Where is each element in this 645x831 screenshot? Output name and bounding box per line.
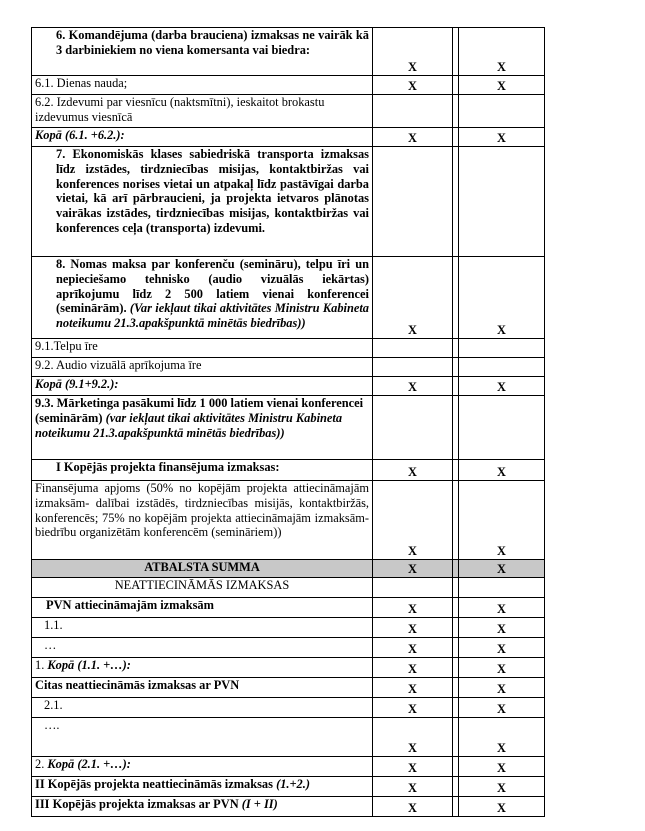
total-3-formula: (I + II) (241, 797, 278, 811)
cost-table (31, 27, 624, 817)
vat-dots-label: … (32, 638, 373, 658)
row-9-3-note: (var iekļaut tikai aktivitātes Ministru Kabineta noteikumu 21.3.apakšpunktā minētās biedrības)) (35, 410, 343, 440)
x-mark: X (373, 797, 453, 817)
table-row (32, 618, 624, 638)
financing-label: Finansējuma apjoms (50% no kopējām projekta attiecināmajām izmaksām- dalībai izstādēs, tirdzniecības misijās, kontaktbiržās, konferencēs; 75% no kopējām projekta attiecināmajām izmaksām- biedrību organizētām konferencēm (semināriem)) (32, 481, 373, 560)
vat-label: PVN attiecināmajām izmaksām (32, 598, 373, 618)
x-mark: X (459, 618, 545, 638)
x-mark: X (459, 481, 545, 560)
x-mark: X (373, 638, 453, 658)
row-7-label: 7. Ekonomiskās klases sabiedriskā transporta izmaksas līdz izstādes, tirdzniecības misijas, kontaktbiržas vai konferences norises vietai un atpakaļ līdz pastāvīgai darba vietai, kā arī pārbraucieni, ja projekta ietvaros plānotas vairākas izstādes, tirdzniecības misijas, kontaktbiržas vai konferences ceļa (transporta) izdevumi. (32, 147, 373, 257)
total-3-text: III Kopējās projekta izmaksas ar PVN (35, 797, 239, 811)
empty-cell (373, 95, 453, 128)
table-row (32, 718, 624, 757)
empty-cell (459, 358, 545, 377)
subtotal-1-number: 1. (35, 658, 45, 672)
row-8-title: 8. Nomas maksa par konferenču (semināru), telpu īri un nepieciešamo tehnisko (audio vizuālās iekārtas) aprīkojumu līdz 2 500 latiem vienai konferencei (seminārām). (56, 257, 369, 316)
x-mark: X (459, 598, 545, 618)
x-mark: X (459, 377, 545, 396)
subtotal-1-text: Kopā (1.1. +…): (47, 658, 131, 672)
table-row (32, 777, 624, 797)
empty-cell (459, 147, 545, 257)
table-row (32, 658, 624, 678)
table-row (32, 797, 624, 817)
table-row (32, 757, 624, 777)
other-dots-label: …. (32, 718, 373, 757)
x-mark: X (459, 460, 545, 481)
non-eligible-heading: NEATTIECINĀMĀS IZMAKSAS (32, 578, 373, 598)
x-mark: X (373, 678, 453, 698)
x-mark: X (373, 658, 453, 678)
subtotal-2-number: 2. (35, 757, 45, 771)
x-mark: X (373, 257, 453, 339)
row-9-3-label (32, 396, 373, 460)
total-3-label (32, 797, 373, 817)
x-mark: X (373, 598, 453, 618)
x-mark: X (459, 28, 545, 76)
table-row (32, 678, 624, 698)
row-8-label (32, 257, 373, 339)
x-mark: X (373, 757, 453, 777)
total-2-formula: (1.+2.) (276, 777, 310, 791)
empty-cell (373, 147, 453, 257)
x-mark: X (373, 560, 453, 578)
x-mark: X (373, 698, 453, 718)
empty-cell (373, 578, 453, 598)
row-9-1-label: 9.1.Telpu īre (32, 339, 373, 358)
x-mark: X (459, 678, 545, 698)
row-6-label: 6. Komandējuma (darba brauciena) izmaksas ne vairāk kā 3 darbiniekiem no viena komersanta vai biedra: (32, 28, 373, 76)
empty-cell (373, 339, 453, 358)
table-row (32, 396, 624, 460)
total-1-label: I Kopējās projekta finansējuma izmaksas: (32, 460, 373, 481)
x-mark: X (459, 76, 545, 95)
subtotal-2-text: Kopā (2.1. +…): (47, 757, 131, 771)
table-row (32, 128, 624, 147)
subtotal-9-label: Kopā (9.1+9.2.): (32, 377, 373, 396)
table-row (32, 698, 624, 718)
total-2-label (32, 777, 373, 797)
x-mark: X (373, 481, 453, 560)
table-row (32, 377, 624, 396)
x-mark: X (459, 718, 545, 757)
table-row (32, 560, 624, 578)
x-mark: X (459, 757, 545, 777)
other-costs-label: Citas neattiecināmās izmaksas ar PVN (32, 678, 373, 698)
table-row (32, 339, 624, 358)
x-mark: X (459, 128, 545, 147)
table-row (32, 95, 624, 128)
empty-cell (373, 396, 453, 460)
x-mark: X (373, 377, 453, 396)
x-mark: X (459, 257, 545, 339)
row-9-3-title: 9.3. Mārketinga pasākumi līdz 1 000 latiem vienai konferencei (seminārām) (35, 396, 364, 425)
x-mark: X (373, 718, 453, 757)
x-mark: X (459, 797, 545, 817)
x-mark: X (373, 76, 453, 95)
x-mark: X (459, 560, 545, 578)
subtotal-6-label: Kopā (6.1. +6.2.): (32, 128, 373, 147)
table-row (32, 460, 624, 481)
x-mark: X (373, 128, 453, 147)
table-row (32, 578, 624, 598)
x-mark: X (459, 638, 545, 658)
x-mark: X (459, 658, 545, 678)
total-2-text: II Kopējās projekta neattiecināmās izmaksas (35, 777, 273, 791)
table-row (32, 358, 624, 377)
row-9-2-label: 9.2. Audio vizuālā aprīkojuma īre (32, 358, 373, 377)
x-mark: X (373, 618, 453, 638)
empty-cell (373, 358, 453, 377)
empty-cell (459, 396, 545, 460)
table-row (32, 481, 624, 560)
table-row (32, 28, 624, 76)
row-6-1-label: 6.1. Dienas nauda; (32, 76, 373, 95)
table-row (32, 638, 624, 658)
table-row (32, 257, 624, 339)
x-mark: X (373, 460, 453, 481)
row-6-2-label: 6.2. Izdevumi par viesnīcu (naktsmītni), ieskaitot brokastu izdevumus viesnīcā (32, 95, 373, 128)
x-mark: X (459, 698, 545, 718)
table-row (32, 598, 624, 618)
x-mark: X (373, 777, 453, 797)
table-row (32, 76, 624, 95)
empty-cell (459, 339, 545, 358)
x-mark: X (459, 777, 545, 797)
empty-cell (459, 95, 545, 128)
empty-cell (459, 578, 545, 598)
other-2-1-label: 2.1. (32, 698, 373, 718)
support-sum-label: ATBALSTA SUMMA (32, 560, 373, 578)
subtotal-1-label (32, 658, 373, 678)
subtotal-2-label (32, 757, 373, 777)
x-mark: X (373, 28, 453, 76)
table-row (32, 147, 624, 257)
vat-1-1-label: 1.1. (32, 618, 373, 638)
row-8-note: (Var iekļaut tikai aktivitātes Ministru Kabineta noteikumu 21.3.apakšpunktā minētās biedrības)) (56, 301, 369, 331)
